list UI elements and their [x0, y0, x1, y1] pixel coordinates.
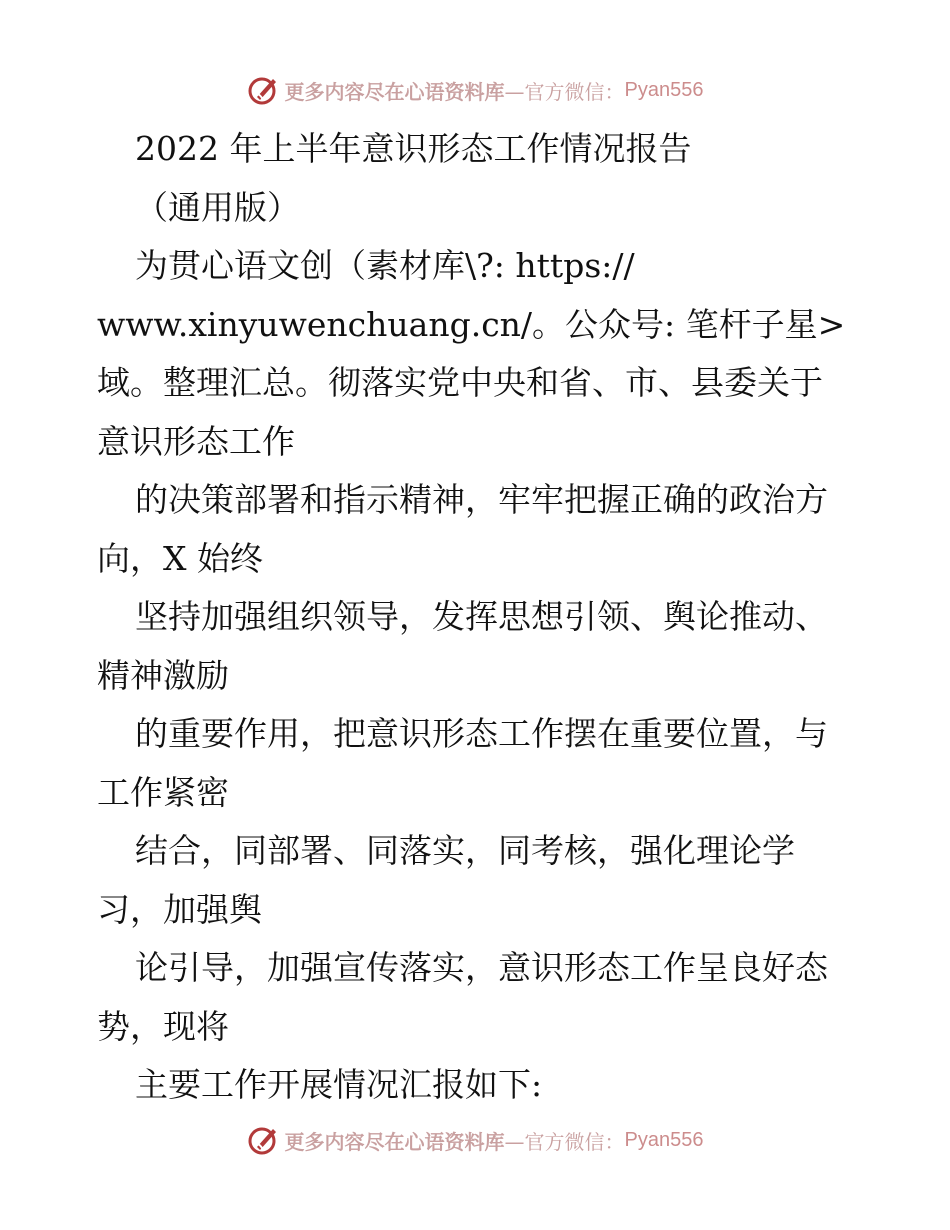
document-body [97, 120, 867, 1115]
text-line: 的决策部署和指示精神，牢牢把握正确的政治方 [135, 480, 828, 519]
quill-logo-icon [247, 73, 281, 107]
text-line: 的重要作用，把意识形态工作摆在重要位置，与 [135, 714, 828, 753]
footer-watermark [0, 1120, 950, 1160]
header-watermark [0, 70, 950, 110]
text-line: 坚持加强组织领导，发挥思想引领、舆论推动、 [135, 597, 828, 636]
banner-wechat-id: Pyan556 [624, 1128, 704, 1151]
text-line: 精神激励 [97, 655, 229, 695]
text-line: 结合，同部署、同落实，同考核，强化理论学 [135, 831, 795, 870]
banner-title: 更多内容尽在心语资料库 [284, 79, 505, 104]
text-line: 工作紧密 [97, 772, 229, 812]
banner-subtitle: —官方微信： [504, 1129, 625, 1154]
document-title: 2022 年上半年意识形态工作情况报告 [135, 129, 692, 168]
banner-subtitle: —官方微信： [504, 79, 625, 104]
document-subtitle: （通用版） [135, 187, 300, 227]
text-line: 意识形态工作 [97, 421, 295, 461]
banner-title: 更多内容尽在心语资料库 [284, 1129, 505, 1154]
quill-logo-icon [247, 1123, 281, 1157]
text-line: 向，X 始终 [97, 538, 263, 578]
text-line: 习，加强舆 [97, 889, 262, 929]
text-line: www.xinyuwenchuang.cn/。公众号: 笔杆子星> [97, 304, 846, 344]
text-line: 为贯心语文创（素材库\?: https:// [135, 246, 635, 285]
text-line: 论引导，加强宣传落实，意识形态工作呈良好态 [135, 948, 828, 987]
banner-wechat-id: Pyan556 [624, 78, 704, 101]
text-line: 主要工作开展情况汇报如下: [135, 1065, 543, 1104]
text-line: 域。整理汇总。彻落实党中央和省、市、县委关于 [97, 363, 823, 402]
text-line: 势，现将 [97, 1006, 229, 1046]
